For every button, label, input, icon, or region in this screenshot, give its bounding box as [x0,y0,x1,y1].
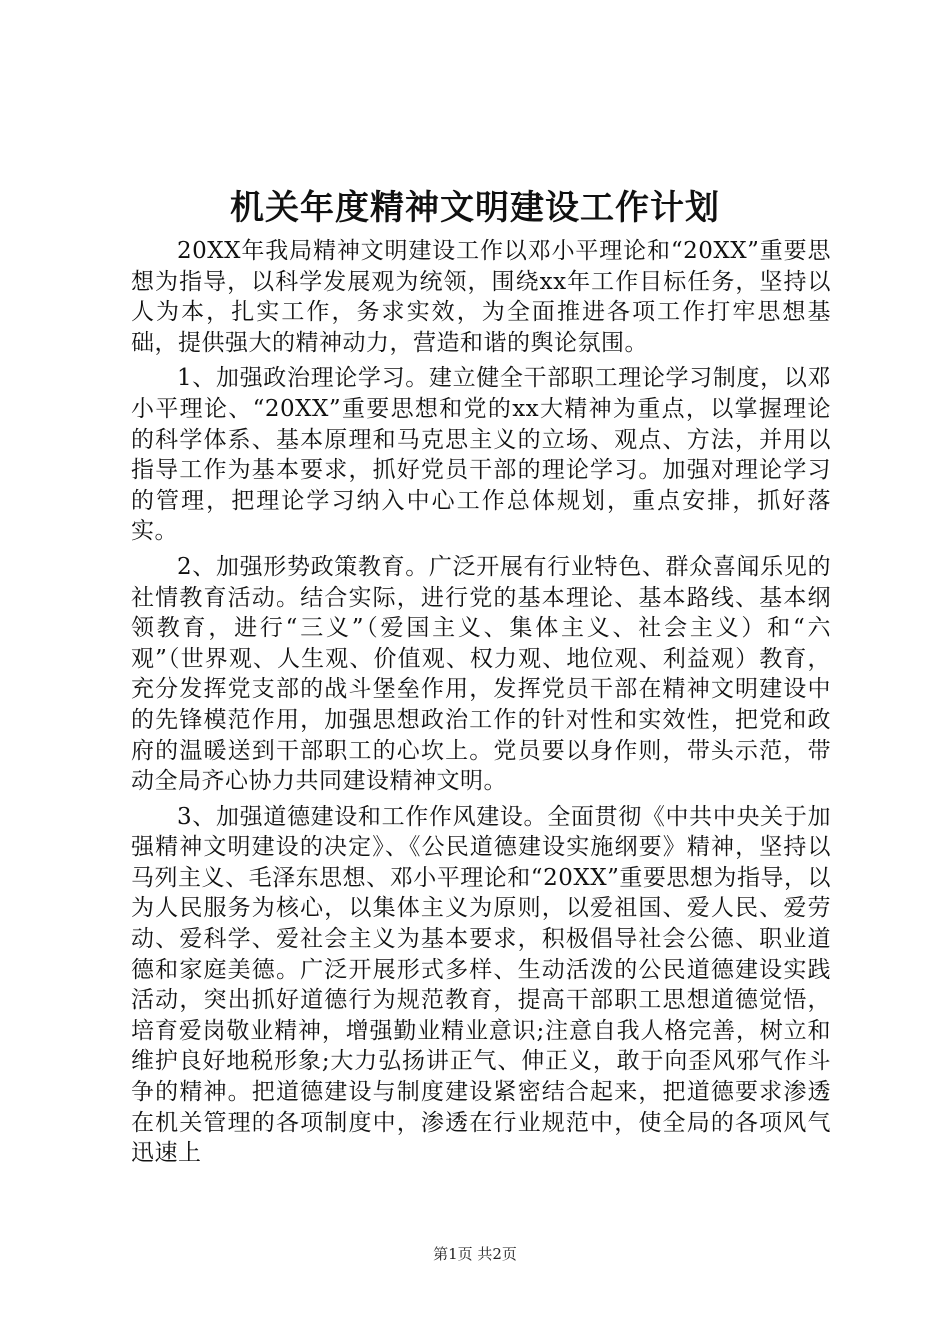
paragraph-intro: 20XX年我局精神文明建设工作以邓小平理论和“20XX”重要思想为指导，以科学发展观为统领，围绕xx年工作目标任务，坚持以人为本，扎实工作，务求实效，为全面推进各项工作打牢思想基础，提供强大的精神动力，营造和谐的舆论氛围。 [131,238,831,356]
document-body [131,236,831,1174]
paragraph-3: 3、加强道德建设和工作作风建设。全面贯彻《中共中央关于加强精神文明建设的决定》、《公民道德建设实施纲要》精神，坚持以马列主义、毛泽东思想、邓小平理论和“20XX”重要思想为指导，以为人民服务为核心，以集体主义为原则，以爱祖国、爱人民、爱劳动、爱科学、爱社会主义为基本要求，积极倡导社会公德、职业道德和家庭美德。广泛开展形式多样、生动活泼的公民道德建设实践活动，突出抓好道德行为规范教育，提高干部职工思想道德觉悟，培育爱岗敬业精神，增强勤业精业意识;注意自我人格完善，树立和维护良好地税形象;大力弘扬讲正气、伸正义，敢于向歪风邪气作斗争的精神。把道德建设与制度建设紧密结合起来，把道德要求渗透在机关管理的各项制度中，渗透在行业规范中，使全局的各项风气迅速上 [131,803,831,1167]
paragraph-2: 2、加强形势政策教育。广泛开展有行业特色、群众喜闻乐见的社情教育活动。结合实际，进行党的基本理论、基本路线、基本纲领教育，进行“三义”（爱国主义、集体主义、社会主义）和“六观”（世界观、人生观、价值观、权力观、地位观、利益观）教育，充分发挥党支部的战斗堡垒作用，发挥党员干部在精神文明建设中的先锋模范作用，加强思想政治工作的针对性和实效性，把党和政府的温暖送到干部职工的心坎上。党员要以身作则，带头示范，带动全局齐心协力共同建设精神文明。 [131,553,831,795]
page-footer: 第1页 共2页 [433,1245,517,1263]
paragraph-1: 1、加强政治理论学习。建立健全干部职工理论学习制度，以邓小平理论、“20XX”重要思想和党的xx大精神为重点，以掌握理论的科学体系、基本原理和马克思主义的立场、观点、方法，并用以指导工作为基本要求，抓好党员干部的理论学习。加强对理论学习的管理，把理论学习纳入中心工作总体规划，重点安排，抓好落实。 [131,365,831,545]
document-title: 机关年度精神文明建设工作计划 [230,188,720,228]
